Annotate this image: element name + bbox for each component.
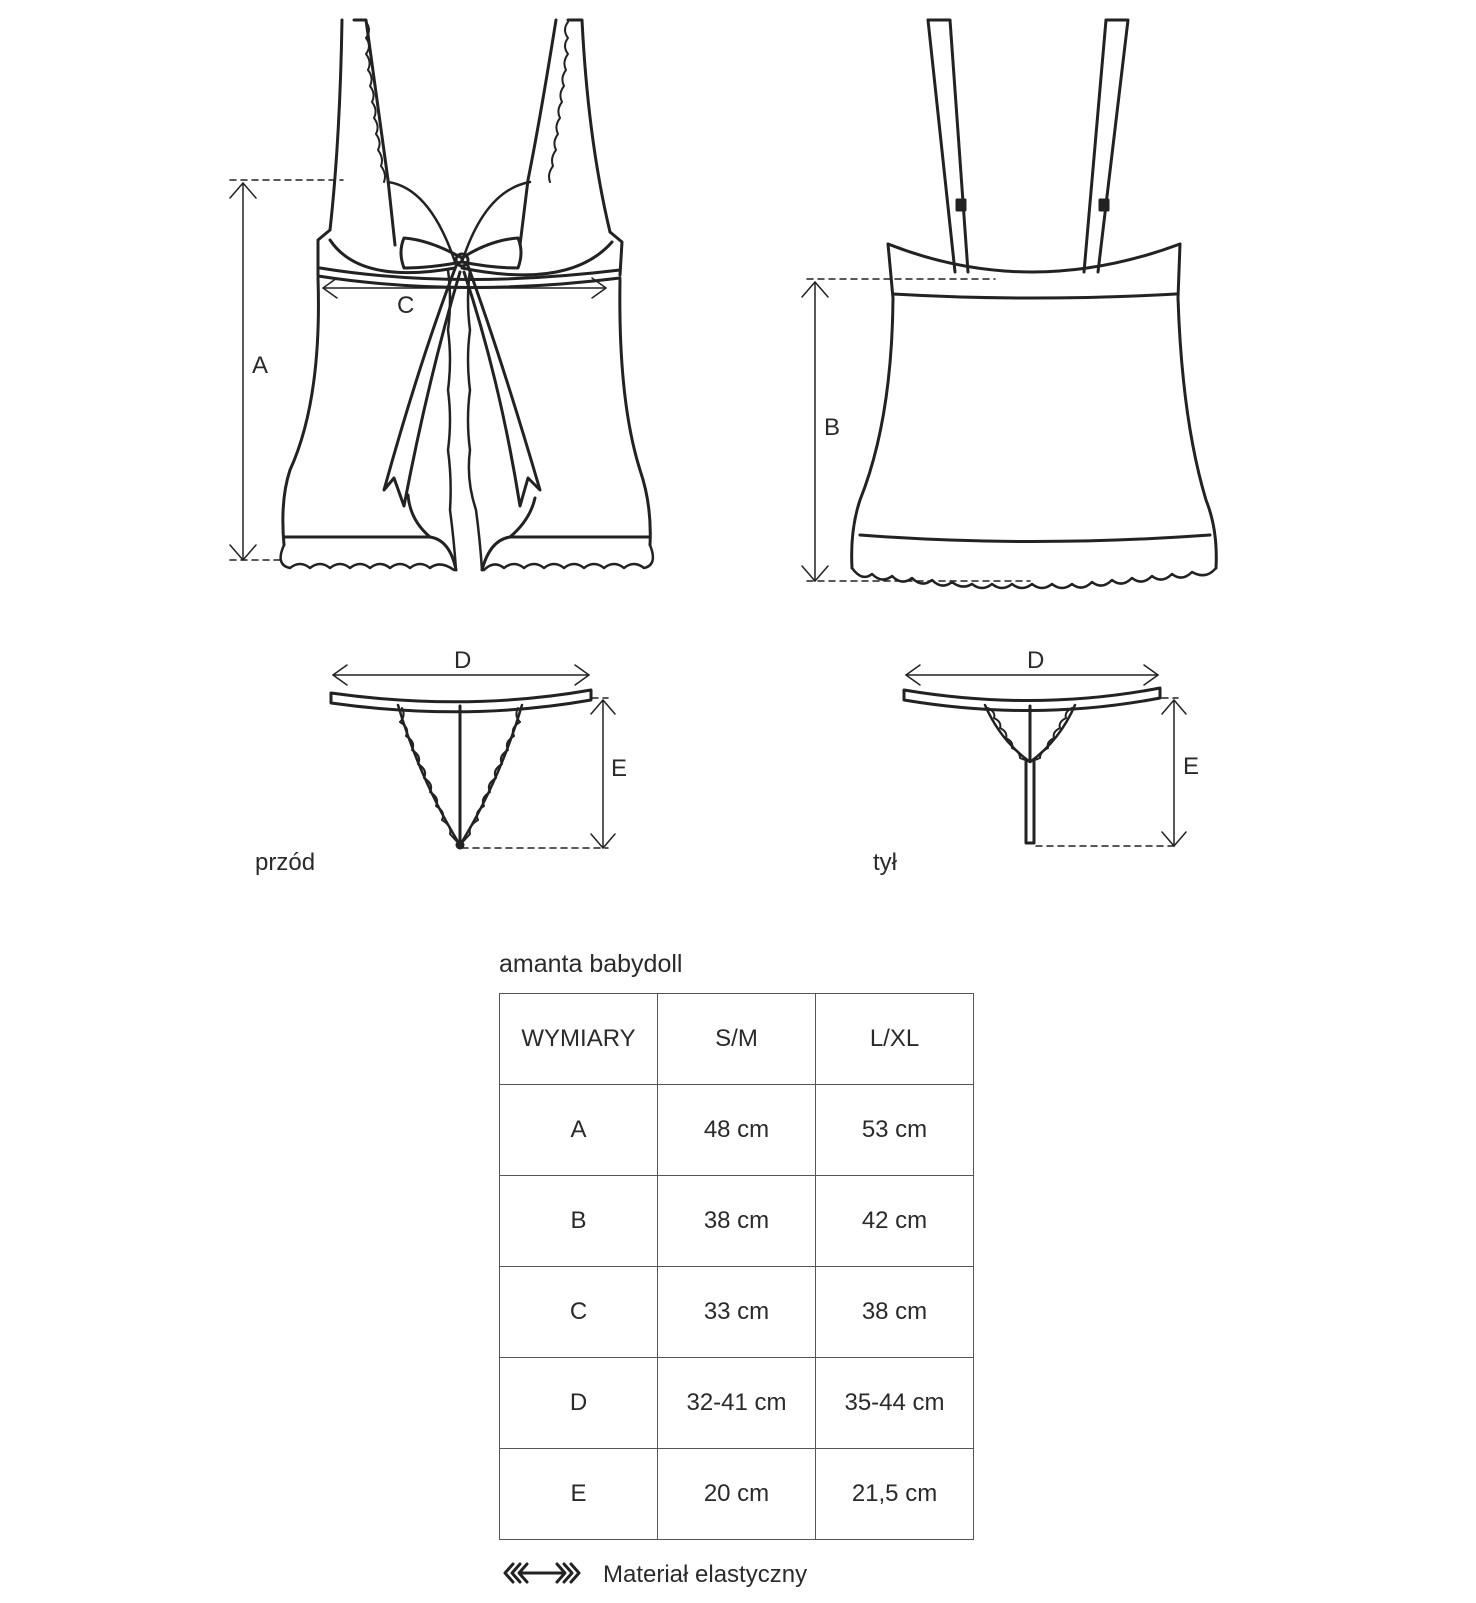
- row-lxl-cell: 42 cm: [816, 1176, 974, 1267]
- dimension-e-front-line: [462, 698, 615, 848]
- table-row: [500, 1267, 974, 1358]
- table-row: [500, 1176, 974, 1267]
- row-dimension-cell: D: [500, 1358, 658, 1449]
- row-sm-cell: 38 cm: [658, 1176, 816, 1267]
- header-cell-sm: S/M: [658, 994, 816, 1085]
- dimension-e-back-line: [1036, 698, 1186, 846]
- row-sm-cell: 33 cm: [658, 1267, 816, 1358]
- legend: [503, 1555, 807, 1595]
- back-thong-drawing: [904, 688, 1160, 843]
- row-sm-cell: 48 cm: [658, 1085, 816, 1176]
- back-babydoll-drawing: [852, 20, 1217, 588]
- header-cell-dimensions: WYMIARY: [500, 994, 658, 1085]
- row-sm-cell: 20 cm: [658, 1449, 816, 1540]
- row-lxl-cell: 38 cm: [816, 1267, 974, 1358]
- dimension-label-a: A: [252, 352, 269, 379]
- table-row: [500, 1358, 974, 1449]
- row-dimension-cell: A: [500, 1085, 658, 1176]
- dimension-label-b: B: [824, 414, 841, 441]
- table-row: [500, 1085, 974, 1176]
- header-cell-lxl: L/XL: [816, 994, 974, 1085]
- dimension-a-line: [230, 180, 343, 560]
- table-row: [500, 1449, 974, 1540]
- row-lxl-cell: 35-44 cm: [816, 1358, 974, 1449]
- front-thong-drawing: [331, 690, 591, 848]
- size-table: [499, 993, 974, 1540]
- dimension-label-d-back: D: [1027, 647, 1045, 674]
- row-dimension-cell: E: [500, 1449, 658, 1540]
- row-dimension-cell: B: [500, 1176, 658, 1267]
- front-view-caption: przód: [255, 849, 316, 876]
- dimension-label-c: C: [397, 292, 415, 319]
- row-sm-cell: 32-41 cm: [658, 1358, 816, 1449]
- dimension-label-d-front: D: [454, 647, 472, 674]
- dimension-label-e-front: E: [611, 755, 628, 782]
- row-lxl-cell: 21,5 cm: [816, 1449, 974, 1540]
- legend-text: Materiał elastyczny: [603, 1561, 808, 1588]
- table-header-row: [500, 994, 974, 1085]
- dimension-label-e-back: E: [1183, 753, 1200, 780]
- elastic-arrows-icon: [503, 1561, 581, 1590]
- table-title: amanta babydoll: [499, 950, 683, 978]
- row-lxl-cell: 53 cm: [816, 1085, 974, 1176]
- row-dimension-cell: C: [500, 1267, 658, 1358]
- back-view-caption: tył: [873, 849, 897, 876]
